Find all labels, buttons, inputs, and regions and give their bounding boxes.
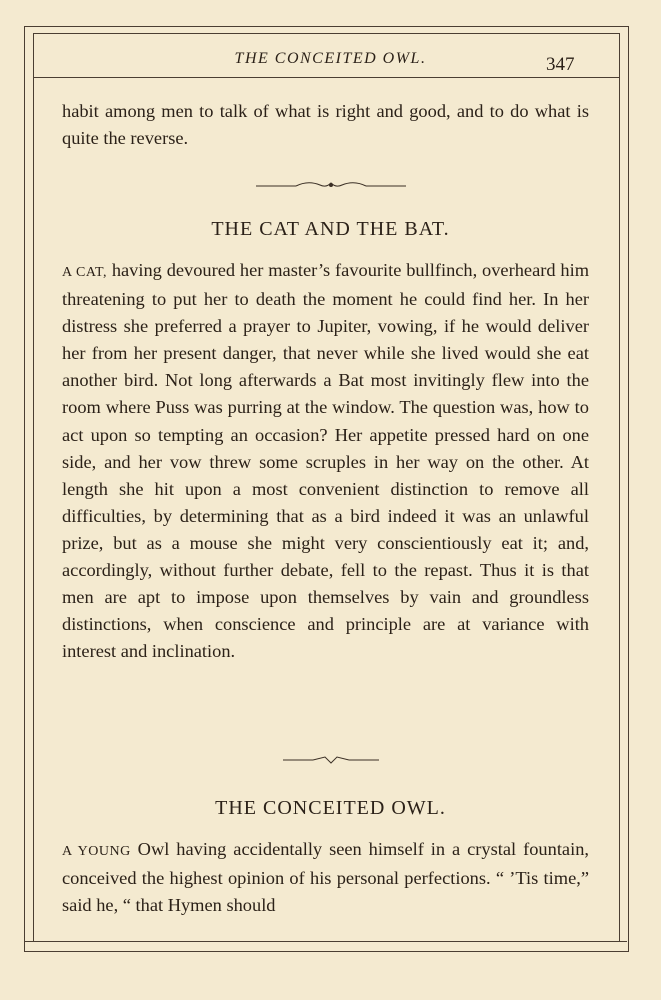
ornament-divider-icon bbox=[0, 752, 661, 770]
fable-cat-and-bat-paragraph bbox=[62, 257, 589, 665]
fable-cat-lead: A CAT, bbox=[62, 265, 107, 280]
fable-cat-text: having devoured her master’s favourite bullfinch, overheard him threatening to put her to death the moment he could find her. In her distress she preferred a prayer to Jupiter, vowing, if he would deliver her from her present danger, that never while she lived would she eat another bird. Not long afterwards a Bat most invitingly flew into the room where Puss was purring at the window. The question was, how to act upon so tempting an occasion? Her appetite pressed hard on one side, and her vow threw some scruples in her way on the other. At length she hit upon a most convenient distinction to remove all difficulties, by determining that as a bird indeed it was an unlawful prize, but as a mouse she might very conscientiously eat it; and, accordingly, without further debate, fell to the repast. Thus it is that men are apt to impose upon themselves by vain and groundless distinctions, when conscience and principle are at variance with interest and inclination. bbox=[62, 260, 589, 662]
running-head: THE CONCEITED OWL. bbox=[234, 50, 427, 67]
intro-text: habit among men to talk of what is right and good, and to do what is quite the reverse. bbox=[62, 101, 589, 149]
header-rule bbox=[33, 77, 620, 78]
ornament-divider-icon bbox=[0, 178, 661, 196]
fable-owl-text: Owl having accidentally seen himself in a crystal fountain, conceived the highest opinion of his personal perfections. “ ’Tis time,” said he, “ that Hymen should bbox=[62, 839, 589, 916]
footer-rule bbox=[24, 941, 627, 942]
fable-conceited-owl-paragraph bbox=[62, 836, 589, 919]
fable-owl-lead: A YOUNG bbox=[62, 844, 131, 859]
intro-paragraph bbox=[62, 98, 589, 152]
fable-title-cat-and-bat: THE CAT AND THE BAT. bbox=[211, 218, 450, 240]
fable-title-conceited-owl: THE CONCEITED OWL. bbox=[215, 797, 446, 819]
page-number: 347 bbox=[546, 54, 575, 75]
